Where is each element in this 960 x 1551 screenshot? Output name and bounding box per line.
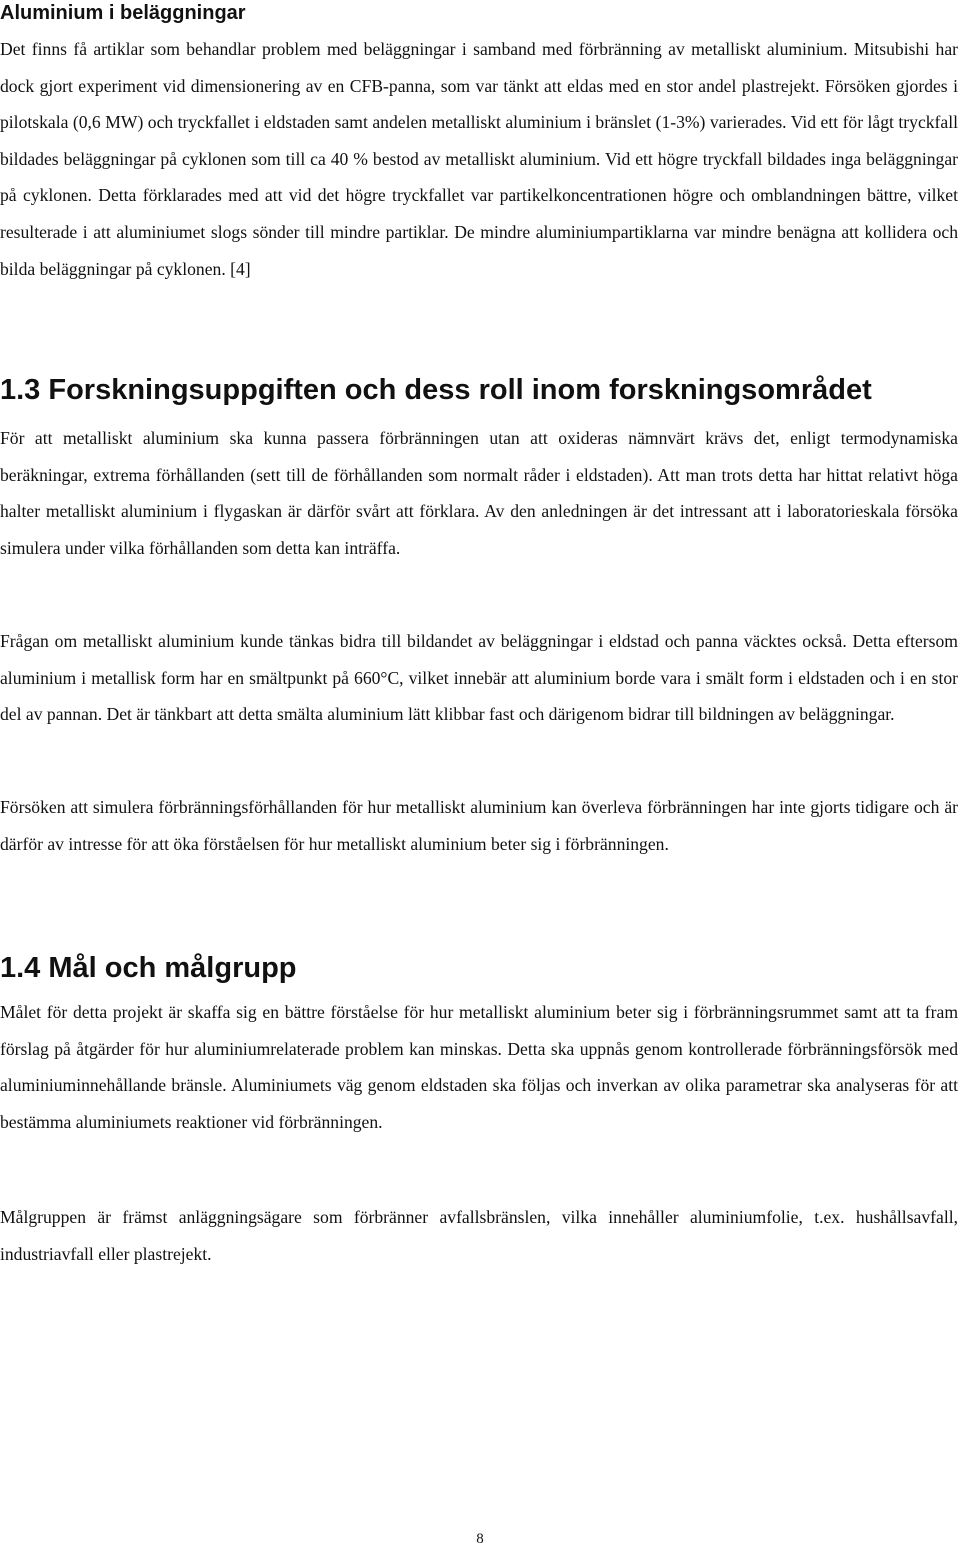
paragraph-research-task-2: Frågan om metalliskt aluminium kunde tänkas bidra till bildandet av beläggningar i eldstad och panna väcktes också. Detta eftersom aluminium i metallisk form har en smältpunkt på 660°C, vilket innebär att aluminium borde vara i smält form i eldstaden och i en stor del av pannan. Det är tänkbart att detta smälta aluminium lätt klibbar fast och därigenom bidrar till bildningen av beläggningar. (0, 631, 958, 725)
paragraph-research-task-1: För att metalliskt aluminium ska kunna passera förbränningen utan att oxideras nämnvärt krävs det, enligt termodynamiska beräkningar, extrema förhållanden (sett till de förhållanden som normalt råder i eldstaden). Att man trots detta har hittat relativt höga halter metalliskt aluminium i flygaskan är därför svårt att förklara. Av den anledningen är det intressant att i laboratorieskala försöka simulera under vilka förhållanden som detta kan inträffa. (0, 428, 958, 558)
section-heading-1-4: 1.4 Mål och målgrupp (0, 952, 297, 984)
paragraph-research-task-3: Försöken att simulera förbränningsförhållanden för hur metalliskt aluminium kan överleva förbränningen har inte gjorts tidigare och är därför av intresse för att öka förståelsen för hur metalliskt aluminium beter sig i förbränningen. (0, 797, 958, 854)
section-heading-aluminium: Aluminium i beläggningar (0, 2, 246, 24)
section-heading-1-3: 1.3 Forskningsuppgiften och dess roll inom forskningsområdet (0, 374, 872, 406)
paragraph-goal: Målet för detta projekt är skaffa sig en bättre förståelse för hur metalliskt aluminium beter sig i förbränningsrummet samt att ta fram förslag på åtgärder för hur aluminiumrelaterade problem kan minskas. Detta ska uppnås genom kontrollerade förbränningsförsök med aluminiuminnehållande bränsle. Aluminiumets väg genom eldstaden ska följas och inverkan av olika parametrar ska analyseras för att bestämma aluminiumets reaktioner vid förbränningen. (0, 1002, 958, 1132)
page-number: 8 (476, 1531, 484, 1547)
paragraph-target-group: Målgruppen är främst anläggningsägare som förbränner avfallsbränslen, vilka innehåller aluminiumfolie, t.ex. hushållsavfall, industriavfall eller plastrejekt. (0, 1207, 958, 1264)
paragraph-aluminium-coatings: Det finns få artiklar som behandlar problem med beläggningar i samband med förbränning av metalliskt aluminium. Mitsubishi har dock gjort experiment vid dimensionering av en CFB-panna, som var tänkt att eldas med en stor andel plastrejekt. Försöken gjordes i pilotskala (0,6 MW) och tryckfallet i eldstaden samt andelen metalliskt aluminium i bränslet (1-3%) varierades. Vid ett för lågt tryckfall bildades beläggningar på cyklonen som till ca 40 % bestod av metalliskt aluminium. Vid ett högre tryckfall bildades inga beläggningar på cyklonen. Detta förklarades med att vid det högre tryckfallet var partikelkoncentrationen högre och omblandningen bättre, vilket resulterade i att aluminiumet slogs sönder till mindre partiklar. De mindre aluminiumpartiklarna var mindre benägna att kollidera och bilda beläggningar på cyklonen. [4] (0, 39, 958, 279)
